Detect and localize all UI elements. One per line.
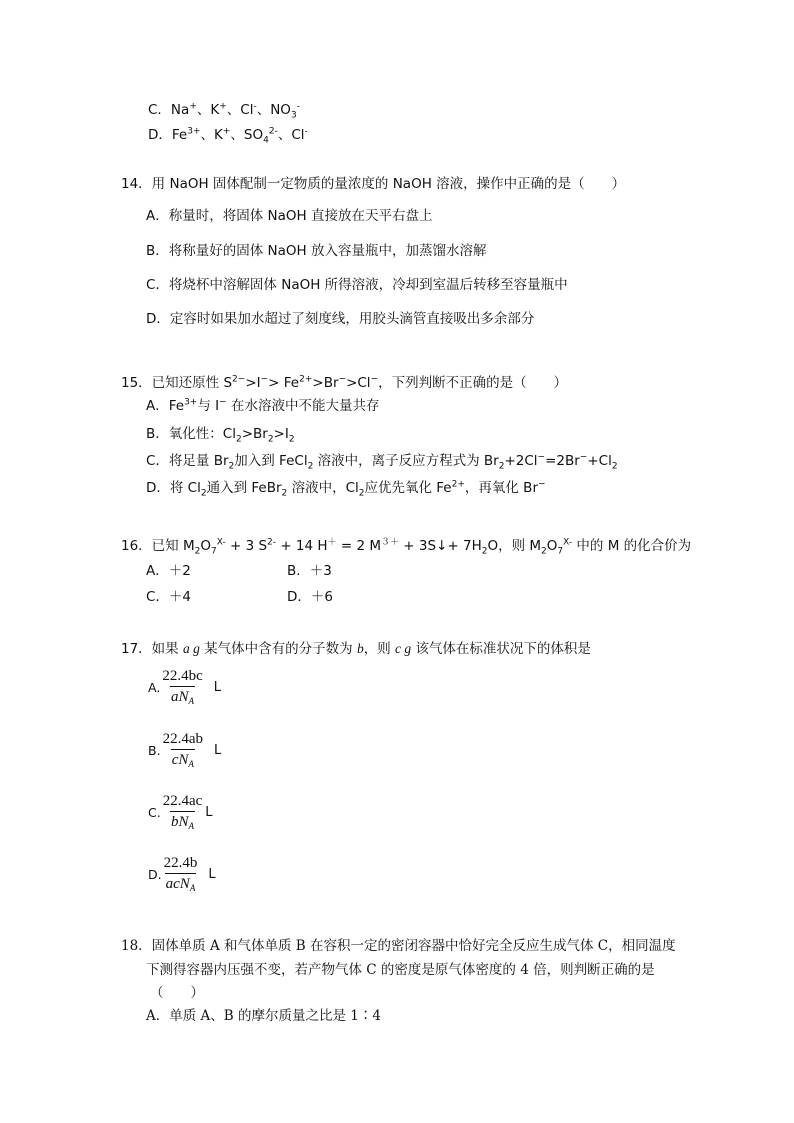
q17-option-c: C. $\frac{22.4ac}{bN_A}$ L: [148, 793, 213, 831]
q17-option-d: D. $\frac{22.4b}{acN_A}$ L: [148, 855, 216, 893]
q18-stem-line-2: 下测得容器内压强不变，若产物气体 C 的密度是原气体密度的 4 倍，则判断正确的是: [146, 962, 655, 978]
q14-option-d: D．定容时如果加水超过了刻度线，用胶头滴管直接吸出多余部分: [146, 311, 535, 327]
q15-option-b: B．氧化性：$Cl_2>Br_2>I_2$: [146, 426, 295, 445]
fraction-numerator: 22.4b: [163, 855, 198, 871]
q15-option-d: D．将 $Cl_2$通入到 FeBr$_2$ 溶液中，$Cl_2$应优先氧化 $Fe^{2+}$，再氧化 Br−: [146, 479, 546, 499]
fraction-numerator: 22.4ab: [162, 731, 203, 747]
q13-option-d: D．$Fe^{3+}$、K+、$SO_4^{2-}$、Cl-: [148, 126, 308, 146]
var-b: b: [356, 641, 364, 656]
q16-option-b: B．＋3: [287, 563, 332, 579]
q14-option-a: A．称量时，将固体 NaOH 直接放在天平右盘上: [146, 208, 433, 224]
var-c: c: [395, 641, 401, 656]
q16-option-a: A．＋2: [146, 563, 191, 579]
q16-option-d: D．＋6: [287, 589, 333, 605]
q16-stem: 16．已知 $M_2O_7^{X-} + 3$ $S^{2-} + 14$ H＋ = 2 $M^{3+}$ + 3S↓+ $7H_2O$，则 $M_2O_7^{X-}$ 中的 M 的化合价为: [121, 537, 692, 557]
q14-stem: 14．用 NaOH 固体配制一定物质的量浓度的 NaOH 溶液，操作中正确的是（ ）: [121, 176, 626, 192]
q17-option-a: A. $\frac{22.4bc}{aN_A}$ L: [148, 668, 221, 706]
q15-stem: 15．已知还原性 $S^{2-}>I^-> Fe^{2+}>Br^->Cl^-$，下列判断不正确的是（ ）: [121, 374, 568, 391]
q16-option-c: C．＋4: [146, 589, 192, 605]
q18-option-a: A．单质 A、B 的摩尔质量之比是 1∶4: [146, 1008, 381, 1024]
q13-option-c: C．Na+、K+、Cl-、$NO_3^-$: [148, 101, 300, 121]
fraction-denominator: acN$_A$: [165, 873, 197, 893]
fraction-numerator: 22.4ac: [162, 793, 203, 809]
fraction-denominator: $cN_A$: [171, 749, 195, 769]
q14-option-c: C．将烧杯中溶解固体 NaOH 所得溶液，冷却到室温后转移至容量瓶中: [146, 277, 568, 293]
q18-answer-blank: （ ）: [150, 985, 204, 1001]
fraction-denominator: $aN_A$: [170, 686, 195, 706]
q17-option-b: B. $\frac{22.4ab}{cN_A}$ L: [148, 731, 222, 769]
q14-option-b: B．将称量好的固体 NaOH 放入容量瓶中，加蒸馏水溶解: [146, 243, 487, 259]
var-a: a: [182, 641, 190, 656]
q17-stem: 17．如果 a g 某气体中含有的分子数为 b，则 c g 该气体在标准状况下的体积是: [121, 641, 591, 657]
q15-option-a: A．$Fe^{3+}$与 I− 在水溶液中不能大量共存: [146, 397, 380, 414]
fraction-numerator: 22.4bc: [162, 668, 203, 684]
fraction-denominator: $bN_A$: [170, 811, 195, 831]
q18-stem-line-1: 18．固体单质 A 和气体单质 B 在容积一定的密闭容器中恰好完全反应生成气体 C，相同温度: [121, 938, 676, 954]
q15-option-c: C．将足量 $Br_2$加入到 FeCl$_2$ 溶液中，离子反应方程式为 $Br_2+2Cl^-=2Br^-+Cl_2$: [146, 452, 618, 472]
